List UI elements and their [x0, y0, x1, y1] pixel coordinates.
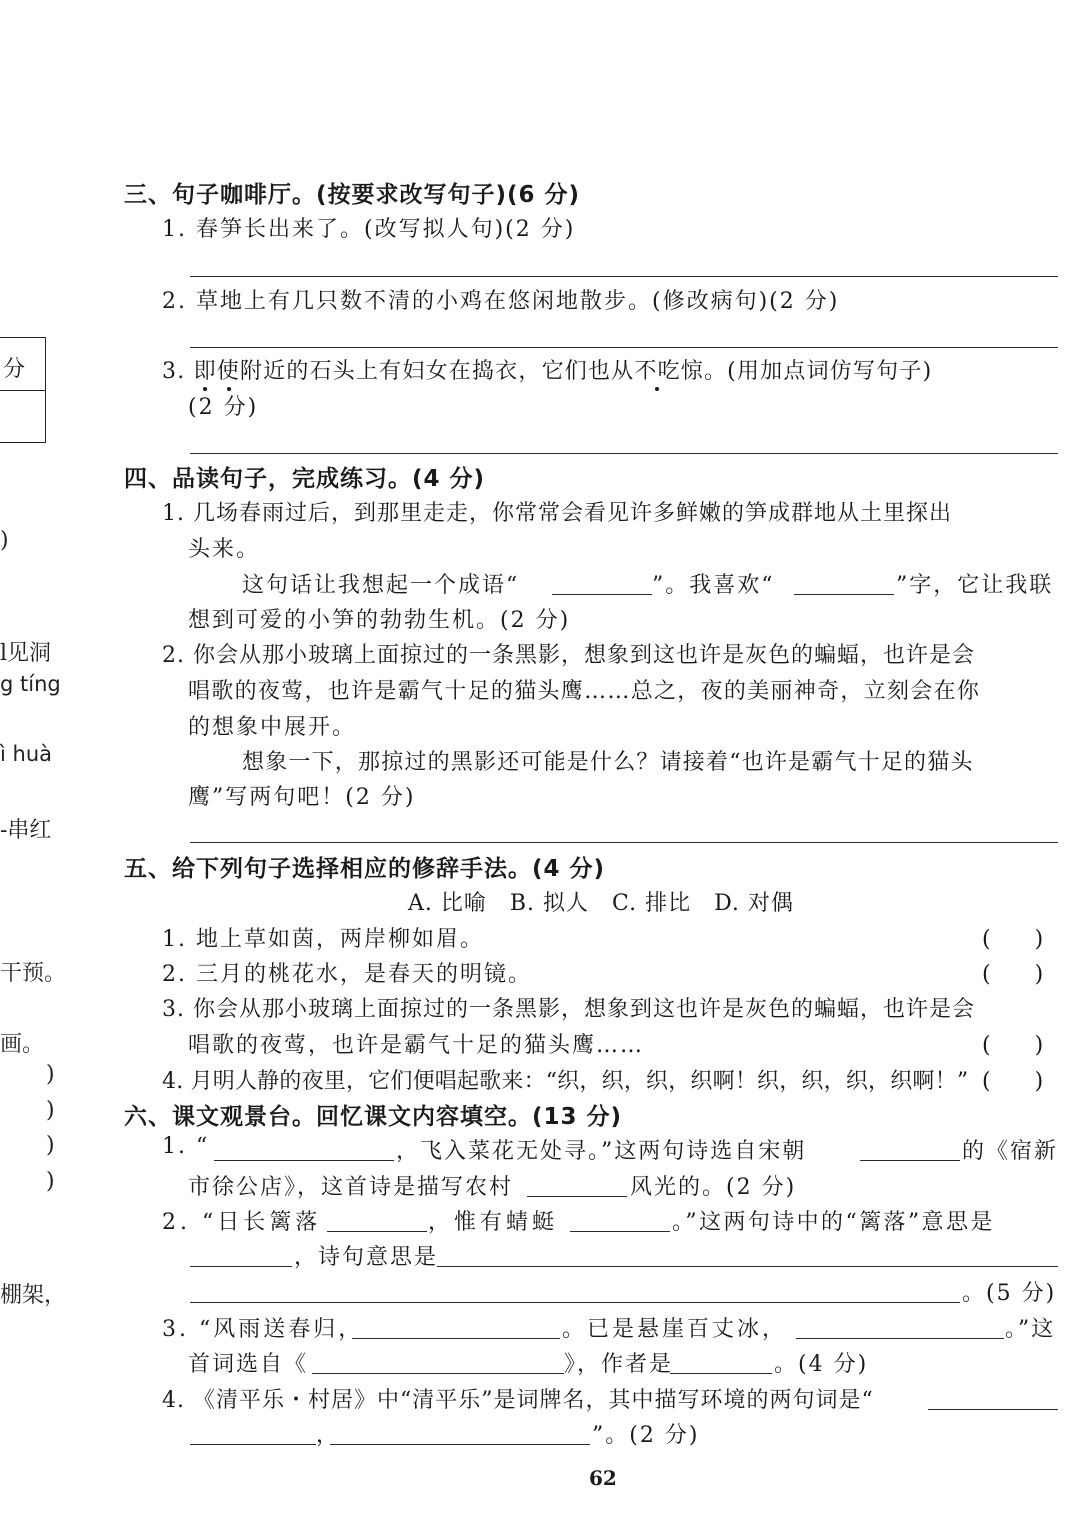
- margin-fragment: l见洞: [0, 641, 52, 666]
- s5-q1: 1. 地上草如茵，两岸柳如眉。: [162, 927, 484, 952]
- blank-season[interactable]: [527, 1196, 627, 1197]
- s4-q2-line4: 想象一下，那掠过的黑影还可能是什么？请接着“也许是霸气十足的猫头: [242, 750, 974, 775]
- blank-poem[interactable]: [327, 1231, 427, 1232]
- s6-q2-c: 。”这两句诗中的“篱落”意思是: [672, 1210, 995, 1235]
- margin-fragment: ): [46, 1169, 55, 1194]
- s4-q2-line1: 2. 你会从那小玻璃上面掠过的一条黑影，想象到这也许是灰色的蝙蝠，也许是会: [162, 643, 975, 668]
- blank-poem[interactable]: [352, 1338, 560, 1339]
- margin-fragment: ): [46, 1133, 55, 1158]
- s6-q1-a: 1. “: [162, 1134, 210, 1159]
- page-number: 62: [589, 1466, 617, 1490]
- margin-fragment: ì huà: [0, 742, 52, 766]
- s6-q1-c: 的《宿新: [962, 1139, 1059, 1164]
- section-5-heading: 五、给下列句子选择相应的修辞手法。(4 分): [124, 856, 606, 882]
- s6-q3-d: 首词选自《: [188, 1352, 309, 1377]
- score-box: [0, 337, 46, 443]
- answer-paren[interactable]: ( ): [982, 1033, 1044, 1058]
- answer-paren[interactable]: ( ): [982, 1069, 1044, 1094]
- s6-q4-c: ”。(2 分): [592, 1423, 700, 1448]
- s4-q1-line2: 头来。: [188, 537, 261, 562]
- s4-q1-text-c: ”字，它让我联: [896, 573, 1054, 598]
- margin-fragment: ): [46, 1062, 55, 1087]
- blank-poem[interactable]: [570, 1231, 670, 1232]
- s6-q4-b: ，: [316, 1423, 341, 1448]
- answer-paren[interactable]: ( ): [982, 927, 1044, 952]
- s4-q1-line1: 1. 几场春雨过后，到那里走走，你常常会看见许多鲜嫩的笋成群地从土里探出: [162, 501, 952, 526]
- blank-meaning[interactable]: [190, 1266, 292, 1267]
- blank-sentence-meaning[interactable]: [190, 1302, 960, 1303]
- s4-q2-line5: 鹰”写两句吧！(2 分): [188, 785, 416, 810]
- s4-q2-line2: 唱歌的夜莺，也许是霸气十足的猫头鹰……总之，夜的美丽神奇，立刻会在你: [188, 679, 981, 704]
- s6-q3-f: 。(4 分): [774, 1352, 869, 1377]
- s6-q2-b: ，惟有蜻蜓: [428, 1210, 559, 1235]
- s6-q3-b: 。已是悬崖百丈冰，: [562, 1317, 788, 1342]
- s6-q1-e: 风光的。(2 分): [630, 1175, 797, 1200]
- s3-q3-line1: 3. 即使附近的石头上有妇女在捣衣，它们也从不吃惊。(用加点词仿写句子): [162, 359, 933, 384]
- s3-q2: 2. 草地上有几只数不清的小鸡在悠闲地散步。(修改病句)(2 分): [162, 289, 840, 314]
- blank-title[interactable]: [312, 1373, 564, 1374]
- s6-q4-a: 4. 《清平乐・村居》中“清平乐”是词牌名，其中描写环境的两句词是“: [162, 1388, 874, 1413]
- section-3-heading: 三、句子咖啡厅。(按要求改写句子)(6 分): [124, 182, 581, 208]
- score-box-label: 分: [3, 357, 26, 382]
- margin-fragment: ): [46, 1098, 55, 1123]
- s6-q3-e: 》，作者是: [564, 1352, 674, 1377]
- s6-q1-b: ，飞入菜花无处寻。”这两句诗选自宋朝: [396, 1139, 807, 1164]
- s6-q3-c: 。”这: [1005, 1317, 1056, 1342]
- blank-word[interactable]: [794, 594, 894, 595]
- s6-q2-a: 2. “日长篱落: [162, 1210, 322, 1235]
- s5-q4: 4. 月明人静的夜里，它们便唱起歌来：“织，织，织，织啊！织，织，织，织啊！”: [162, 1069, 969, 1094]
- answer-paren[interactable]: ( ): [982, 962, 1044, 987]
- s5-q3-line1: 3. 你会从那小玻璃上面掠过的一条黑影，想象到这也许是灰色的蝙蝠，也许是会: [162, 997, 975, 1022]
- answer-line[interactable]: [190, 347, 1058, 348]
- blank-sentence-meaning[interactable]: [437, 1266, 1058, 1267]
- blank-poem[interactable]: [190, 1444, 316, 1445]
- s3-q1: 1. 春笋长出来了。(改写拟人句)(2 分): [162, 217, 576, 242]
- margin-fragment: 棚架，: [0, 1283, 67, 1308]
- s6-q1-d: 市徐公店》，这首诗是描写农村: [188, 1175, 514, 1200]
- section-6-heading: 六、课文观景台。回忆课文内容填空。(13 分): [124, 1104, 623, 1130]
- blank-poem-line[interactable]: [214, 1160, 394, 1161]
- s5-q3-line2: 唱歌的夜莺，也许是霸气十足的猫头鹰……: [188, 1033, 645, 1058]
- blank-poem[interactable]: [928, 1409, 1058, 1410]
- blank-poet[interactable]: [860, 1160, 960, 1161]
- s4-q1-line4: 想到可爱的小笋的勃勃生机。(2 分): [188, 608, 571, 633]
- answer-line[interactable]: [190, 842, 1058, 843]
- s6-q2-e: 。(5 分): [962, 1281, 1057, 1306]
- answer-line[interactable]: [190, 453, 1058, 454]
- emphasis-dot: [655, 387, 659, 391]
- blank-idiom[interactable]: [552, 594, 652, 595]
- margin-fragment: ): [0, 528, 9, 553]
- s3-q3-line2: (2 分): [188, 395, 259, 420]
- s6-q2-d: ，诗句意思是: [294, 1245, 439, 1270]
- s4-q1-text-b: ”。我喜欢“: [652, 573, 775, 598]
- blank-poem[interactable]: [330, 1444, 590, 1445]
- s4-q1-text-a: 这句话让我想起一个成语“: [242, 573, 520, 598]
- blank-poem[interactable]: [796, 1338, 1004, 1339]
- margin-fragment: -串红: [0, 818, 52, 843]
- s6-q3-a: 3. “风雨送春归，: [162, 1317, 364, 1342]
- margin-fragment: 画。: [0, 1032, 45, 1057]
- margin-fragment: 干预。: [0, 961, 67, 986]
- blank-author[interactable]: [670, 1373, 772, 1374]
- section-4-heading: 四、品读句子，完成练习。(4 分): [124, 466, 486, 492]
- s4-q2-line3: 的想象中展开。: [188, 715, 357, 740]
- rhetoric-options: A. 比喻 B. 拟人 C. 排比 D. 对偶: [408, 891, 794, 916]
- answer-line[interactable]: [190, 276, 1058, 277]
- s5-q2: 2. 三月的桃花水，是春天的明镜。: [162, 962, 532, 987]
- margin-fragment: g tíng: [0, 672, 61, 696]
